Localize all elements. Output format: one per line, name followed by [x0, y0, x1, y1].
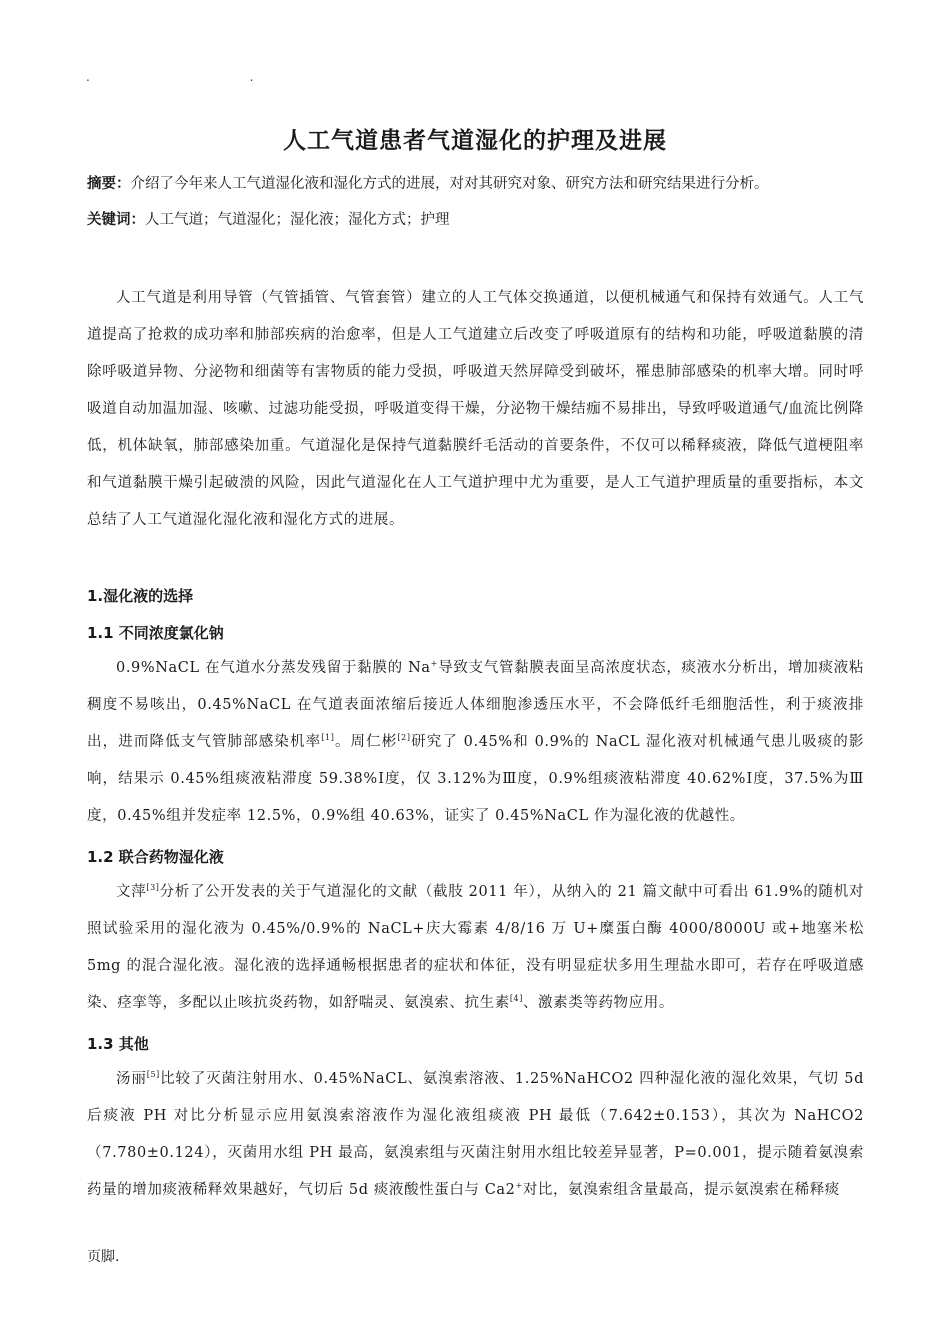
superscript: + — [430, 659, 438, 669]
text-span: 汤丽 — [116, 1071, 147, 1087]
section-1-heading: 1.湿化液的选择 — [87, 587, 194, 605]
text-span: 0.9%NaCL 在气道水分蒸发残留于黏膜的 Na — [116, 660, 431, 676]
text-span: 对比，氨溴索组含量最高，提示氨溴索在稀释痰 — [522, 1182, 840, 1198]
page-footer: 页脚. — [87, 1249, 120, 1265]
text-span: 分析了公开发表的关于气道湿化的文献（截肢 2011 年），从纳入的 21 篇文献中可看出 61.9%的随机对照试验采用的湿化液为 0.45%/0.9%的 NaCL+庆大霉素 4/8/16 万 U+糜蛋白酶 4000/8000U 或+地塞米松 5mg 的混合湿化液。湿化液的选择通畅根据患者的症状和体征，没有明显症状多用生理盐水即可，若存在呼吸道感染、痉挛等，多配以止咳抗炎药物，如舒喘灵、氨溴索、抗生素 — [87, 884, 865, 1011]
citation: [3] — [146, 883, 160, 893]
section-1-1-paragraph — [87, 650, 864, 835]
text-span: 、激素类等药物应用。 — [522, 995, 674, 1011]
intro-paragraph: 人工气道是利用导管（气管插管、气管套管）建立的人工气体交换通道，以便机械通气和保持有效通气。人工气道提高了抢救的成功率和肺部疾病的治愈率，但是人工气道建立后改变了呼吸道原有的结构和功能，呼吸道黏膜的清除呼吸道异物、分泌物和细菌等有害物质的能力受损，呼吸道天然屏障受到破坏，罹患肺部感染的机率大增。同时呼吸道自动加温加湿、咳嗽、过滤功能受损，呼吸道变得干燥，分泌物干燥结痂不易排出，导致呼吸道通气/血流比例降低，机体缺氧，肺部感染加重。气道湿化是保持气道黏膜纤毛活动的首要条件，不仅可以稀释痰液，降低气道梗阻率和气道黏膜干燥引起破溃的风险，因此气道湿化在人工气道护理中尤为重要，是人工气道护理质量的重要指标，本文总结了人工气道湿化湿化液和湿化方式的进展。 — [87, 290, 864, 528]
keywords-text: 人工气道；气道湿化；湿化液；湿化方式；护理 — [145, 212, 450, 228]
header-dots: . . — [86, 70, 332, 84]
citation: [4] — [509, 994, 523, 1004]
text-span: 。周仁彬 — [334, 734, 398, 750]
keywords — [87, 210, 877, 230]
keywords-label: 关键词： — [87, 211, 145, 228]
abstract-text: 介绍了今年来人工气道湿化液和湿化方式的进展，对对其研究对象、研究方法和研究结果进行分析。 — [130, 176, 769, 192]
citation: [5] — [146, 1070, 160, 1080]
section-1-3-paragraph — [87, 1061, 864, 1209]
text-span: 导致支气管黏膜表面呈高浓度状态，痰液水分析出，增加痰液粘稠度不易咳出，0.45%NaCL 在气道表面浓缩后接近人体细胞渗透压水平，不会降低纤毛细胞活性，利于痰液排出，进而降低支气管肺部感染机率 — [87, 660, 864, 750]
section-1-2-paragraph — [87, 874, 864, 1022]
section-1-2-heading: 1.2 联合药物湿化液 — [87, 848, 224, 866]
text-span: 比较了灭菌注射用水、0.45%NaCL、氨溴索溶液、1.25%NaHCO2 四种湿化液的湿化效果，气切 5d 后痰液 PH 对比分析显示应用氨溴索溶液作为湿化液组痰液 PH 最低（7.642±0.153），其次为 NaHCO2（7.780±0.124），灭菌用水组 PH 最高，氨溴索组与灭菌注射用水组比较差异显著，P=0.001，提示随着氨溴索药量的增加痰液稀释效果越好，气切后 5d 痰液酸性蛋白与 Ca2 — [87, 1071, 864, 1198]
section-1-1-heading: 1.1 不同浓度氯化钠 — [87, 624, 224, 642]
abstract-label: 摘要： — [87, 175, 131, 192]
superscript: + — [515, 1181, 523, 1191]
text-span: 研究了 0.45%和 0.9%的 NaCL 湿化液对机械通气患儿吸痰的影响，结果示 0.45%组痰液粘滞度 59.38%Ⅰ度，仅 3.12%为Ⅲ度，0.9%组痰液粘滞度 40.62%Ⅰ度，37.5%为Ⅲ度，0.45%组并发症率 12.5%，0.9%组 40.63%，证实了 0.45%NaCL 作为湿化液的优越性。 — [87, 734, 865, 824]
section-1-3-heading: 1.3 其他 — [87, 1035, 149, 1053]
text-span: 文萍 — [116, 884, 147, 900]
citation: [1] — [321, 733, 335, 743]
citation: [2] — [397, 733, 411, 743]
abstract — [87, 174, 877, 194]
document-title: 人工气道患者气道湿化的护理及进展 — [283, 127, 667, 154]
